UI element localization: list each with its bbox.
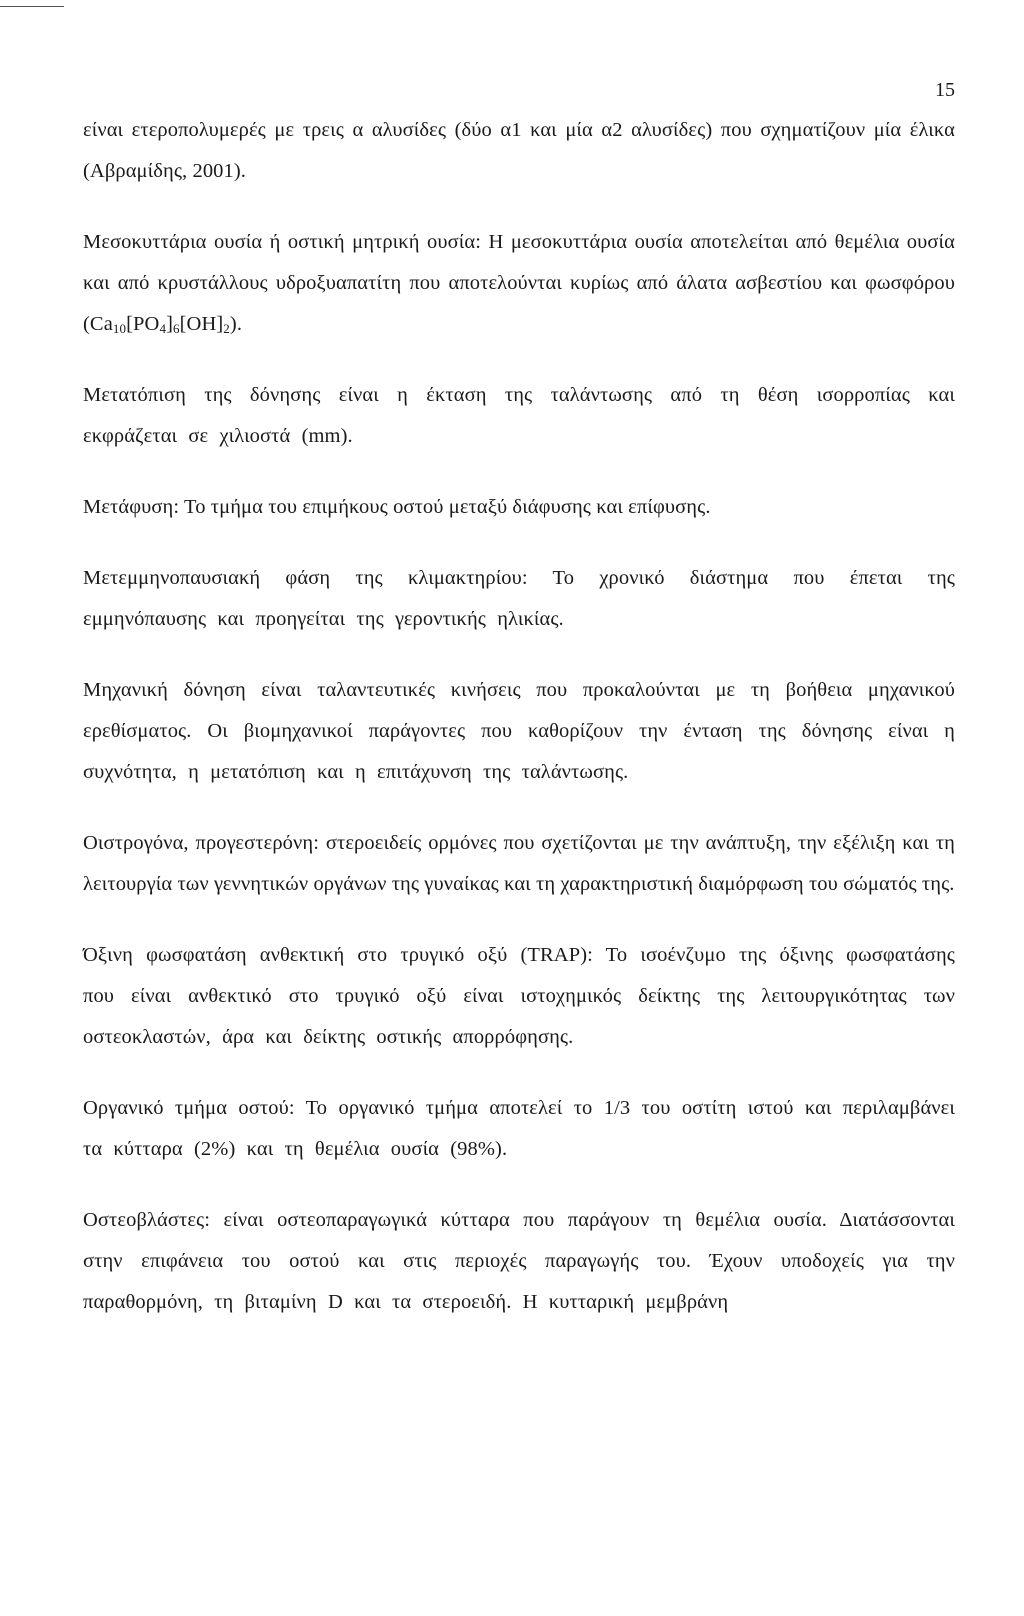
paragraph-intercellular-substance: [83, 222, 955, 345]
formula-part: ]: [166, 313, 173, 335]
subscript: 6: [173, 321, 180, 336]
paragraph-osteoblasts: Οστεοβλάστες: είναι οστεοπαραγωγικά κύτταρα που παράγουν τη θεμέλια ουσία. Διατάσσονται στην επιφάνεια του οστού και στις περιοχές παραγωγής του. Έχουν υποδοχείς για την παραθορμόνη, τη βιταμίνη D και τα στεροειδή. Η κυτταρική μεμβράνη: [83, 1209, 955, 1313]
page-number: 15: [935, 79, 955, 101]
paragraph-collagen-helix: είναι ετεροπολυμερές με τρεις α αλυσίδες (δύο α1 και μία α2 αλυσίδες) που σχηματίζουν μία έλικα (Αβραμίδης, 2001).: [83, 119, 955, 182]
formula-part: [PO: [126, 313, 160, 335]
formula-part: [OH]: [179, 313, 224, 335]
formula-part: ).: [229, 313, 243, 335]
paragraph-postmenopausal-phase: Μετεμμηνοπαυσιακή φάση της κλιμακτηρίου: Το χρονικό διάστημα που έπεται της εμμηνόπαυσης και προηγείται της γεροντικής ηλικίας.: [83, 567, 955, 630]
subscript: 4: [159, 321, 167, 336]
top-rule: [0, 6, 64, 7]
paragraph-text: Μεσοκυττάρια ουσία ή οστική μητρική ουσία: Η μεσοκυττάρια ουσία αποτελείται από θεμέλια ουσία και από κρυστάλλους υδροξυαπατίτη που αποτελούνται κυρίως από άλατα ασβεστίου και φωσφόρου (Ca: [83, 231, 955, 335]
subscript: 10: [112, 321, 127, 336]
paragraph-metaphysis: Μετάφυση: Το τμήμα του επιμήκους οστού μεταξύ διάφυσης και επίφυσης.: [83, 496, 711, 518]
paragraph-trap: Όξινη φωσφατάση ανθεκτική στο τρυγικό οξύ (TRAP): Το ισοένζυμο της όξινης φωσφατάσης που είναι ανθεκτικό στο τρυγικό οξύ είναι ιστοχημικός δείκτης της λειτουργικότητας των οστεοκλαστών, άρα και δείκτης οστικής απορρόφησης.: [83, 944, 955, 1048]
paragraph-estrogens: Οιστρογόνα, προγεστερόνη: στεροειδείς ορμόνες που σχετίζονται με την ανάπτυξη, την εξέλιξη και τη λειτουργία των γεννητικών οργάνων της γυναίκας και τη χαρακτηριστική διαμόρφωση του σώματός της.: [83, 832, 955, 895]
subscript: 2: [223, 321, 230, 336]
paragraph-displacement: Μετατόπιση της δόνησης είναι η έκταση της ταλάντωσης από τη θέση ισορροπίας και εκφράζεται σε χιλιοστά (mm).: [83, 384, 955, 447]
document-body: [83, 110, 955, 1323]
paragraph-mechanical-vibration: Μηχανική δόνηση είναι ταλαντευτικές κινήσεις που προκαλούνται με τη βοήθεια μηχανικού ερεθίσματος. Οι βιομηχανικοί παράγοντες που καθορίζουν την ένταση της δόνησης είναι η συχνότητα, η μετατόπιση και η επιτάχυνση της ταλάντωσης.: [83, 679, 955, 783]
paragraph-organic-bone: Οργανικό τμήμα οστού: Το οργανικό τμήμα αποτελεί το 1/3 του οστίτη ιστού και περιλαμβάνει τα κύτταρα (2%) και τη θεμέλια ουσία (98%).: [83, 1097, 955, 1160]
